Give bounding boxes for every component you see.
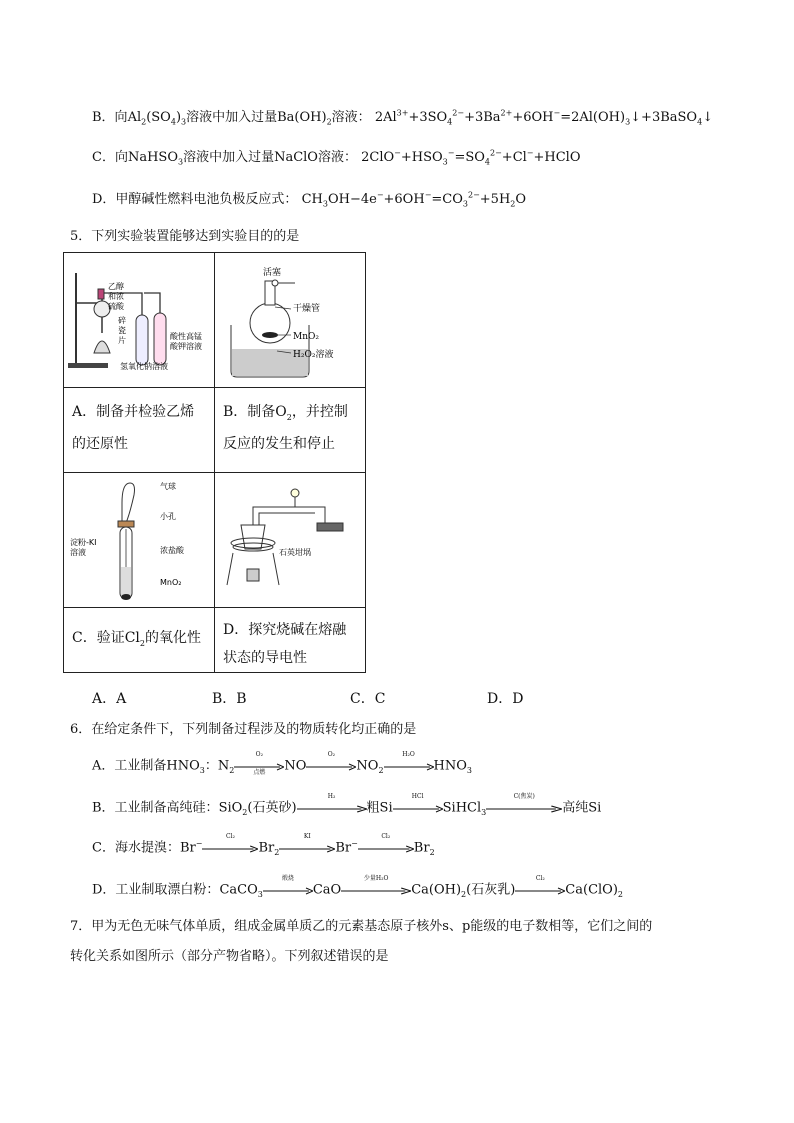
label-c-hcl: 浓盐酸 [160, 546, 184, 555]
caption-d: D．探究烧碱在熔融状态的导电性 [223, 622, 347, 666]
apparatus-b-image [215, 253, 365, 387]
label-c-mno2: MnO₂ [160, 578, 182, 587]
q4-option-d: D．甲醇碱性燃料电池负极反应式： $CH_3OH-4e^-+6OH^-=CO_3^{2-}+5H_2O$ [92, 190, 527, 209]
q4-option-c: C．向NaHSO$_3$溶液中加入过量NaClO溶液： $2ClO^-+HSO_3^-=SO_4^{2-}+Cl^-+HClO$ [92, 148, 581, 167]
label-a-chip1: 碎 [118, 316, 126, 325]
label-a-conc: 和浓 [108, 292, 124, 301]
label-b-mno2: MnO₂ [293, 332, 319, 342]
label-b-h2o2: H₂O₂溶液 [293, 350, 334, 360]
label-c-balloon: 气球 [160, 482, 176, 491]
caption-b: B．制备$O_2$，并控制反应的发生和停止 [223, 404, 348, 452]
label-a-chip2: 瓷 [118, 326, 126, 335]
label-a-kmno4-2: 酸钾溶液 [170, 342, 202, 351]
q6-option-b: B．工业制备高纯硅：SiO$_2$(石英砂) H₂ 粗Si HCl SiHCl$_3$ C(焦炭) 高纯Si [92, 793, 602, 818]
label-a-naoh: 氢氧化钠溶液 [120, 362, 168, 371]
q4-option-b: B．向$Al_2(SO_4)_3$溶液中加入过量$Ba(OH)_2$溶液： $2Al^{3+}+3SO_4^{2-}+3Ba^{2+}+6OH^-=2Al(OH)_3↓+3BaSO_4↓$ [92, 108, 714, 127]
label-a-chip3: 片 [118, 336, 126, 345]
q5-choice-a[interactable]: A．A [92, 691, 127, 707]
q5-stem: 5．下列实验装置能够达到实验目的的是 [70, 229, 300, 244]
apparatus-c-image [64, 473, 214, 607]
label-c-hole: 小孔 [160, 512, 176, 521]
q5-choice-d[interactable]: D．D [487, 691, 524, 707]
q7-stem-line2: 转化关系如图所示（部分产物省略）。下列叙述错误的是 [70, 949, 389, 964]
label-a-ethanol: 乙醇 [108, 282, 124, 291]
label-c-ki1: 淀粉-KI [70, 538, 97, 547]
label-c-ki2: 溶液 [70, 548, 86, 557]
label-b-drying-tube: 干燥管 [293, 304, 321, 314]
label-a-sulfuric: 硫酸 [108, 302, 124, 311]
q6-option-d: D．工业制取漂白粉：CaCO$_3$ 煅烧 CaO 少量H₂O $Ca(OH)_2$(石灰乳) Cl₂ $Ca(ClO)_2$ [92, 875, 623, 900]
apparatus-a-image [64, 253, 214, 387]
q5-choice-c[interactable]: C．C [350, 691, 386, 707]
q7-stem-line1: 7．甲为无色无味气体单质，组成金属单质乙的元素基态原子核外s、p能级的电子数相等，它们之间的 [70, 919, 653, 934]
q5-choice-b[interactable]: B．B [212, 691, 247, 707]
q6-stem: 6．在给定条件下，下列制备过程涉及的物质转化均正确的是 [70, 722, 417, 737]
label-a-kmno4-1: 酸性高锰 [170, 332, 202, 341]
label-d-crucible: 石英坩埚 [279, 548, 311, 557]
caption-c: C．验证$Cl_2$的氧化性 [72, 630, 202, 648]
q6-option-c: C．海水提溴：Br− Cl₂ $Br_2$ KI Br− Cl₂ $Br_2$ [92, 833, 435, 858]
caption-a: A．制备并检验乙烯的还原性 [72, 404, 195, 452]
label-b-stopcock: 活塞 [263, 268, 282, 278]
q6-option-a: A．工业制备$HNO_3$：$N_2$ O₂ 点燃 NO O₂ $NO_2$ H₂O $HNO_3$ [92, 751, 472, 776]
q5-apparatus-table [63, 252, 366, 673]
apparatus-d-image [215, 473, 365, 607]
